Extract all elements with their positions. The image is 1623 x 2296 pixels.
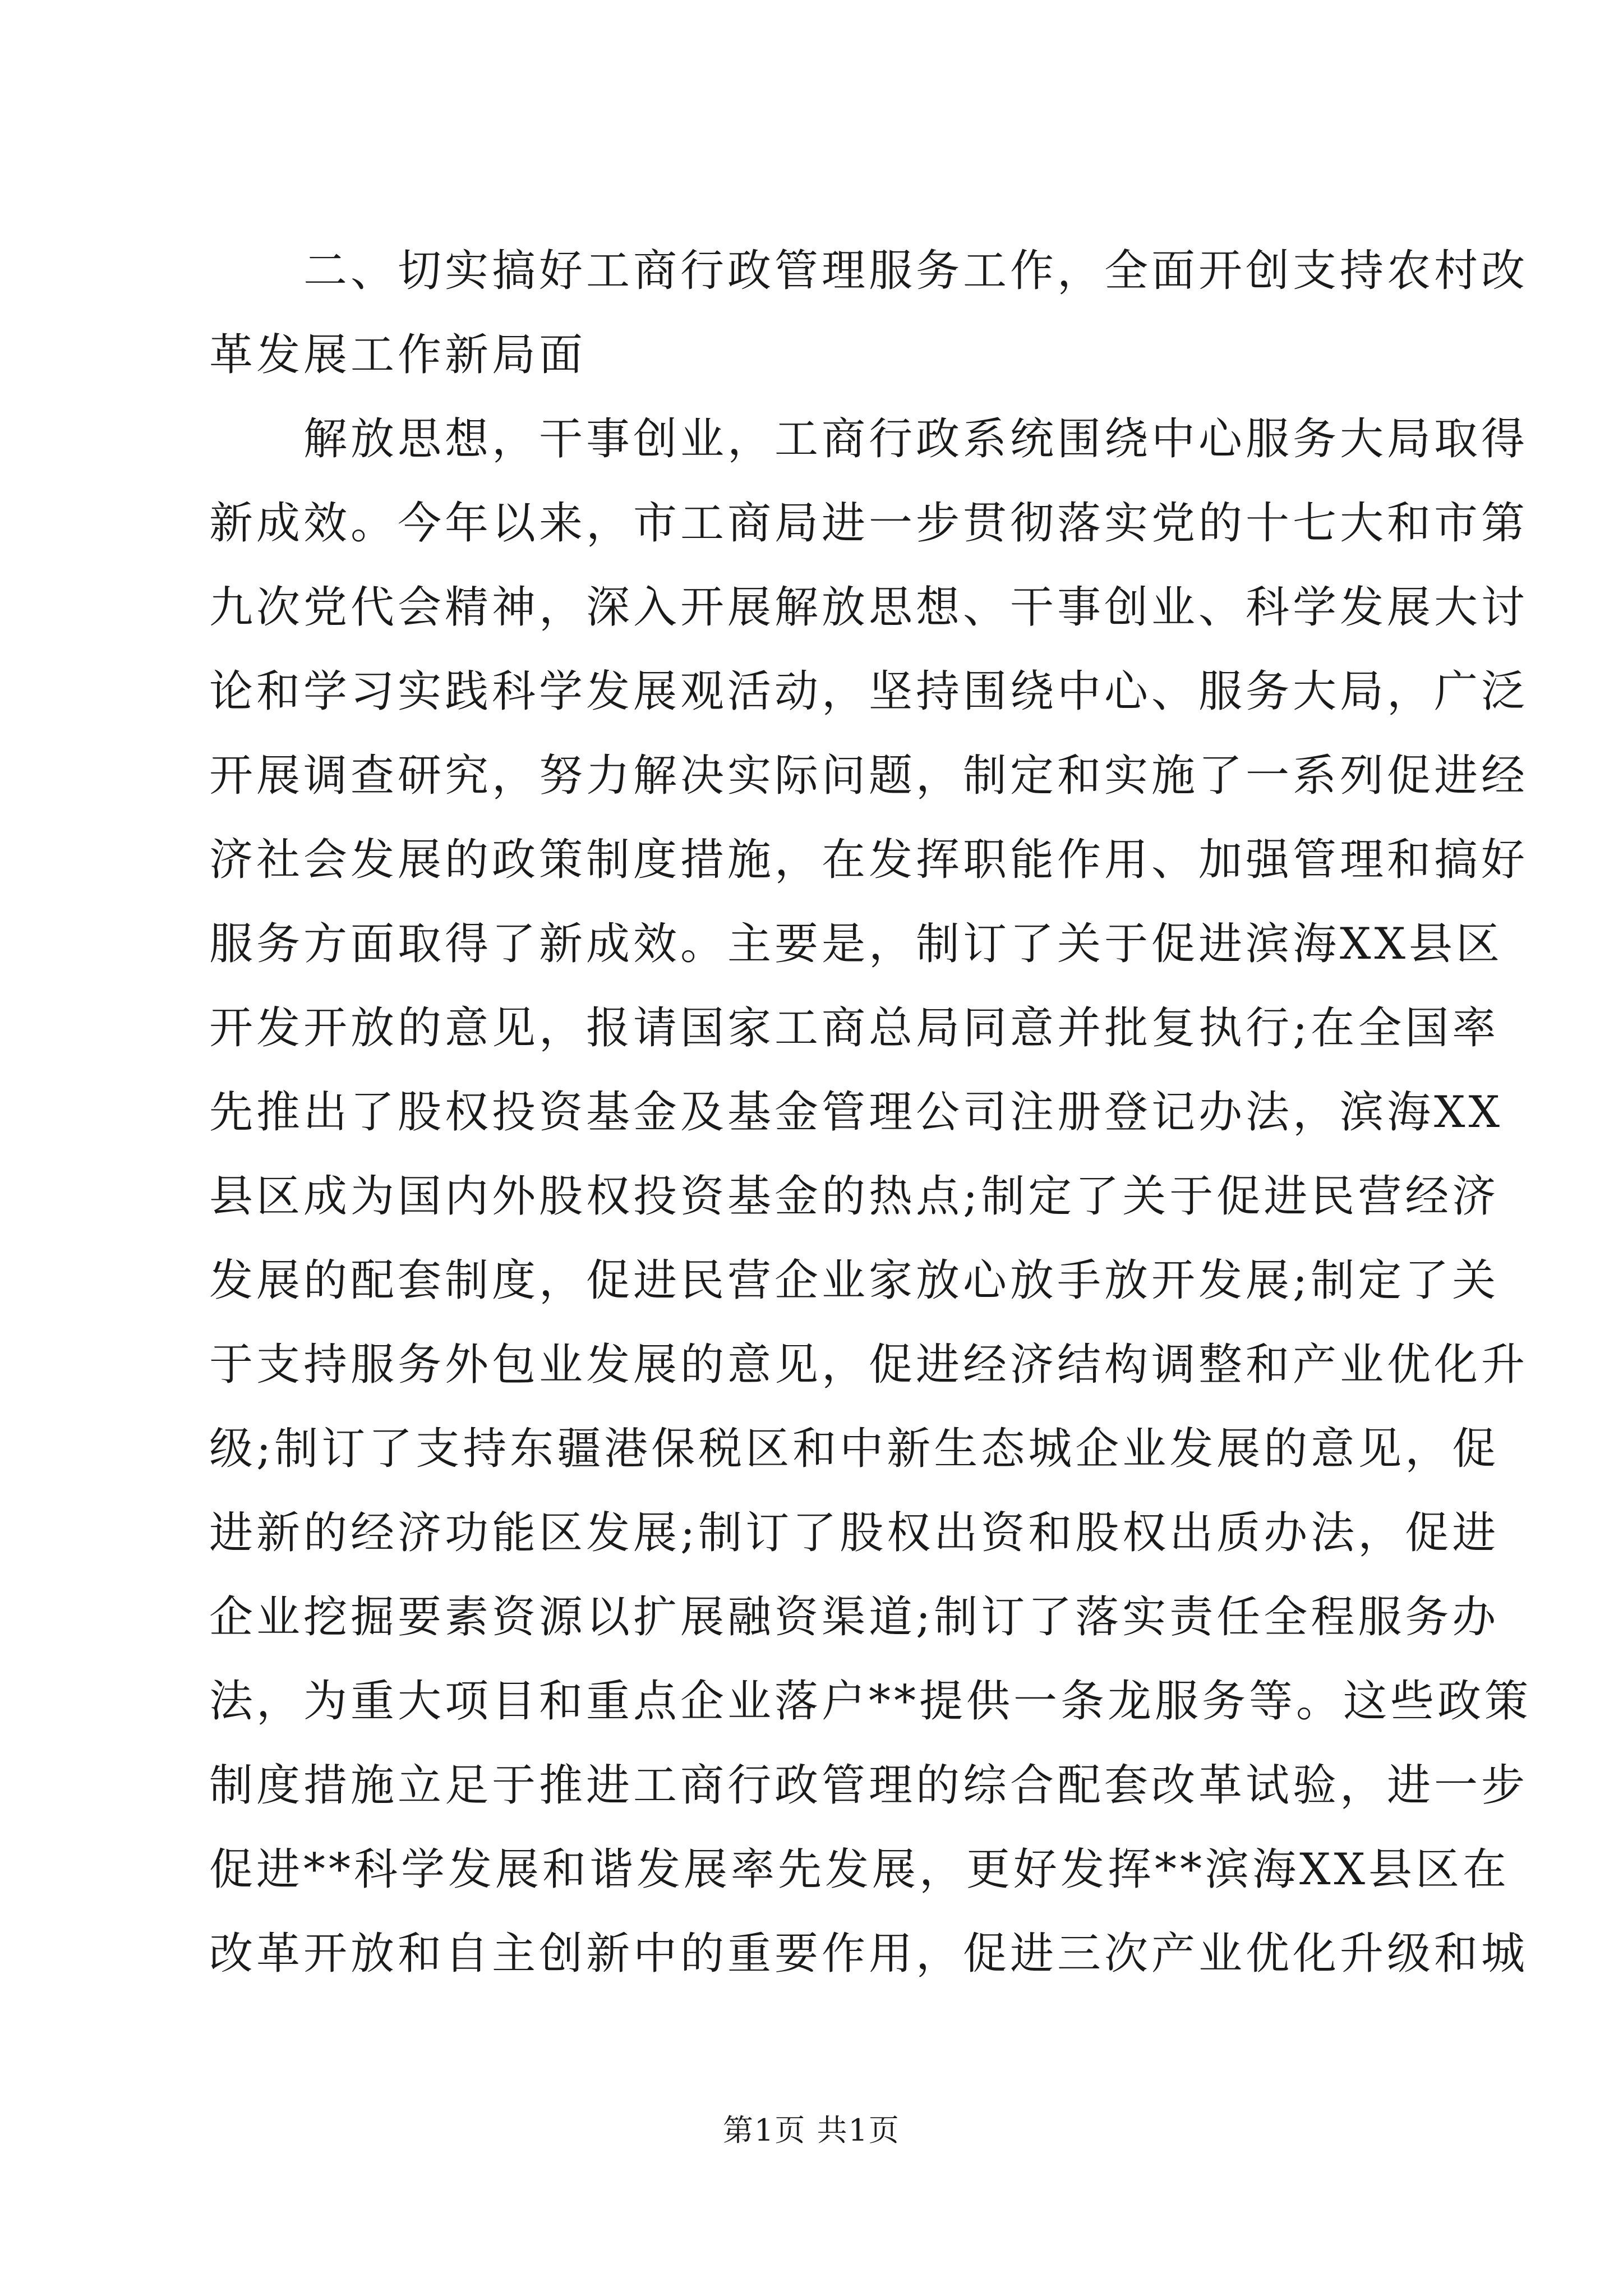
paragraph-line: 改革开放和自主创新中的重要作用，促进三次产业优化升级和城 <box>209 1929 1529 1979</box>
heading-line: 革发展工作新局面 <box>209 330 587 380</box>
paragraph-line: 进新的经济功能区发展;制订了股权出资和股权出质办法，促进 <box>209 1508 1500 1558</box>
paragraph-line: 制度措施立足于推进工商行政管理的综合配套改革试验，进一步 <box>209 1760 1529 1811</box>
paragraph-line: 九次党代会精神，深入开展解放思想、干事创业、科学发展大讨 <box>209 582 1529 633</box>
paragraph-line: 发展的配套制度，促进民营企业家放心放手放开发展;制定了关 <box>209 1255 1500 1306</box>
paragraph-line: 服务方面取得了新成效。主要是，制订了关于促进滨海XX县区 <box>209 919 1504 969</box>
paragraph-line: 新成效。今年以来，市工商局进一步贯彻落实党的十七大和市第 <box>209 498 1529 549</box>
page-footer: 第1页 共1页 <box>723 2113 900 2148</box>
paragraph-line: 企业挖掘要素资源以扩展融资渠道;制订了落实责任全程服务办 <box>209 1592 1500 1642</box>
paragraph-line: 级;制订了支持东疆港保税区和中新生态城企业发展的意见，促 <box>209 1424 1500 1474</box>
paragraph-line: 解放思想，干事创业，工商行政系统围绕中心服务大局取得 <box>209 414 1529 464</box>
paragraph-line: 济社会发展的政策制度措施，在发挥职能作用、加强管理和搞好 <box>209 835 1529 885</box>
paragraph-line: 促进**科学发展和谐发展率先发展，更好发挥**滨海XX县区在 <box>209 1844 1510 1895</box>
paragraph-line: 于支持服务外包业发展的意见，促进经济结构调整和产业优化升 <box>209 1340 1529 1390</box>
document-body <box>209 229 1532 1996</box>
paragraph-line: 开展调查研究，努力解决实际问题，制定和实施了一系列促进经 <box>209 751 1529 801</box>
paragraph-line: 法，为重大项目和重点企业落户**提供一条龙服务等。这些政策 <box>209 1676 1532 1727</box>
paragraph-line: 县区成为国内外股权投资基金的热点;制定了关于促进民营经济 <box>209 1171 1500 1222</box>
paragraph-line: 论和学习实践科学发展观活动，坚持围绕中心、服务大局，广泛 <box>209 666 1529 717</box>
heading-line: 二、切实搞好工商行政管理服务工作，全面开创支持农村改 <box>209 246 1529 296</box>
paragraph-line: 先推出了股权投资基金及基金管理公司注册登记办法，滨海XX <box>209 1087 1504 1138</box>
paragraph-line: 开发开放的意见，报请国家工商总局同意并批复执行;在全国率 <box>209 1003 1500 1053</box>
